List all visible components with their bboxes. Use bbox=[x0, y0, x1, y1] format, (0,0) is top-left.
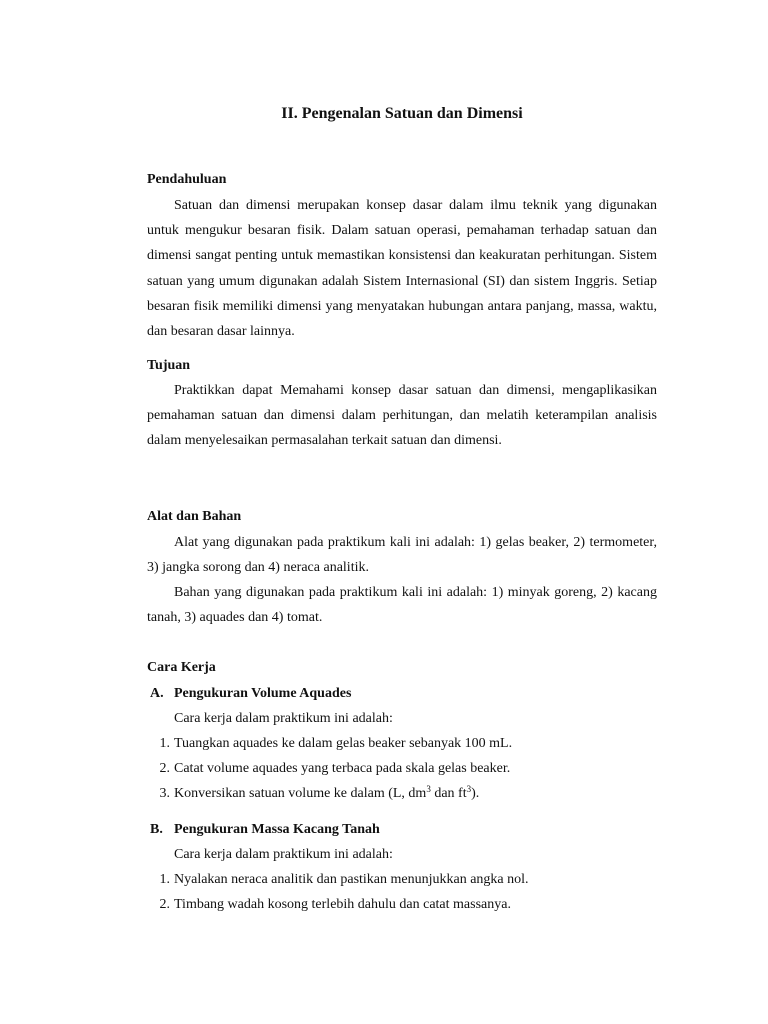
subsection-intro-b: Cara kerja dalam praktikum ini adalah: bbox=[174, 847, 393, 862]
list-item-number: 1. bbox=[159, 872, 170, 887]
list-item-text: Timbang wadah kosong terlebih dahulu dan catat massanya. bbox=[174, 897, 511, 912]
list-item-text-part: ). bbox=[471, 786, 480, 801]
list-item-text-part: Konversikan satuan volume ke dalam (L, dm bbox=[174, 786, 427, 801]
subsection-intro-a: Cara kerja dalam praktikum ini adalah: bbox=[174, 711, 393, 726]
list-item-text-part: dan ft bbox=[430, 786, 467, 801]
subsection-marker-a: A. bbox=[150, 686, 164, 701]
list-item-number: 2. bbox=[159, 897, 170, 912]
list-item-text: Catat volume aquades yang terbaca pada skala gelas beaker. bbox=[174, 761, 511, 776]
list-item-text: Nyalakan neraca analitik dan pastikan menunjukkan angka nol. bbox=[174, 872, 529, 887]
page-title: II. Pengenalan Satuan dan Dimensi bbox=[281, 105, 523, 122]
subsection-title-a: Pengukuran Volume Aquades bbox=[174, 686, 352, 701]
paragraph-pendahuluan: Satuan dan dimensi merupakan konsep dasar dalam ilmu teknik yang digunakan untuk mengukur besaran fisik. Dalam satuan operasi, pemahaman terhadap satuan dan dimensi sangat penting untuk memastikan konsistensi dan keakuratan perhitungan. Sistem satuan yang umum digunakan adalah Sistem Internasional (SI) dan sistem Inggris. Setiap besaran fisik memiliki dimensi yang menyatakan hubungan antara panjang, massa, waktu, dan besaran dasar lainnya. bbox=[147, 198, 657, 340]
superscript-exponent: 3 bbox=[466, 784, 472, 794]
list-item bbox=[147, 871, 529, 889]
list-item bbox=[147, 735, 512, 753]
list-item bbox=[147, 760, 510, 778]
section-heading-alat-bahan: Alat dan Bahan bbox=[147, 509, 242, 524]
section-heading-pendahuluan: Pendahuluan bbox=[147, 172, 227, 187]
subsection-heading-b bbox=[147, 821, 380, 839]
subsection-heading-a bbox=[147, 685, 351, 703]
list-item bbox=[147, 896, 511, 914]
list-item-number: 3. bbox=[159, 786, 170, 801]
section-heading-cara-kerja: Cara Kerja bbox=[147, 660, 216, 675]
list-item-text: Tuangkan aquades ke dalam gelas beaker sebanyak 100 mL. bbox=[174, 736, 513, 751]
paragraph-bahan: Bahan yang digunakan pada praktikum kali ini adalah: 1) minyak goreng, 2) kacang tanah, 3) aquades dan 4) tomat. bbox=[147, 585, 657, 626]
subsection-title-b: Pengukuran Massa Kacang Tanah bbox=[174, 822, 380, 837]
superscript-exponent: 3 bbox=[426, 784, 431, 794]
subsection-marker-b: B. bbox=[150, 822, 163, 837]
list-item-number: 1. bbox=[159, 736, 170, 751]
list-item bbox=[147, 785, 479, 803]
section-heading-tujuan: Tujuan bbox=[147, 358, 191, 373]
list-item-number: 2. bbox=[159, 761, 170, 776]
paragraph-tujuan: Praktikkan dapat Memahami konsep dasar satuan dan dimensi, mengaplikasikan pemahaman satuan dan dimensi dalam perhitungan, dan melatih keterampilan analisis dalam menyelesaikan permasalahan terkait satuan dan dimensi. bbox=[147, 383, 657, 449]
paragraph-alat: Alat yang digunakan pada praktikum kali ini adalah: 1) gelas beaker, 2) termometer, 3) jangka sorong dan 4) neraca analitik. bbox=[147, 535, 657, 576]
